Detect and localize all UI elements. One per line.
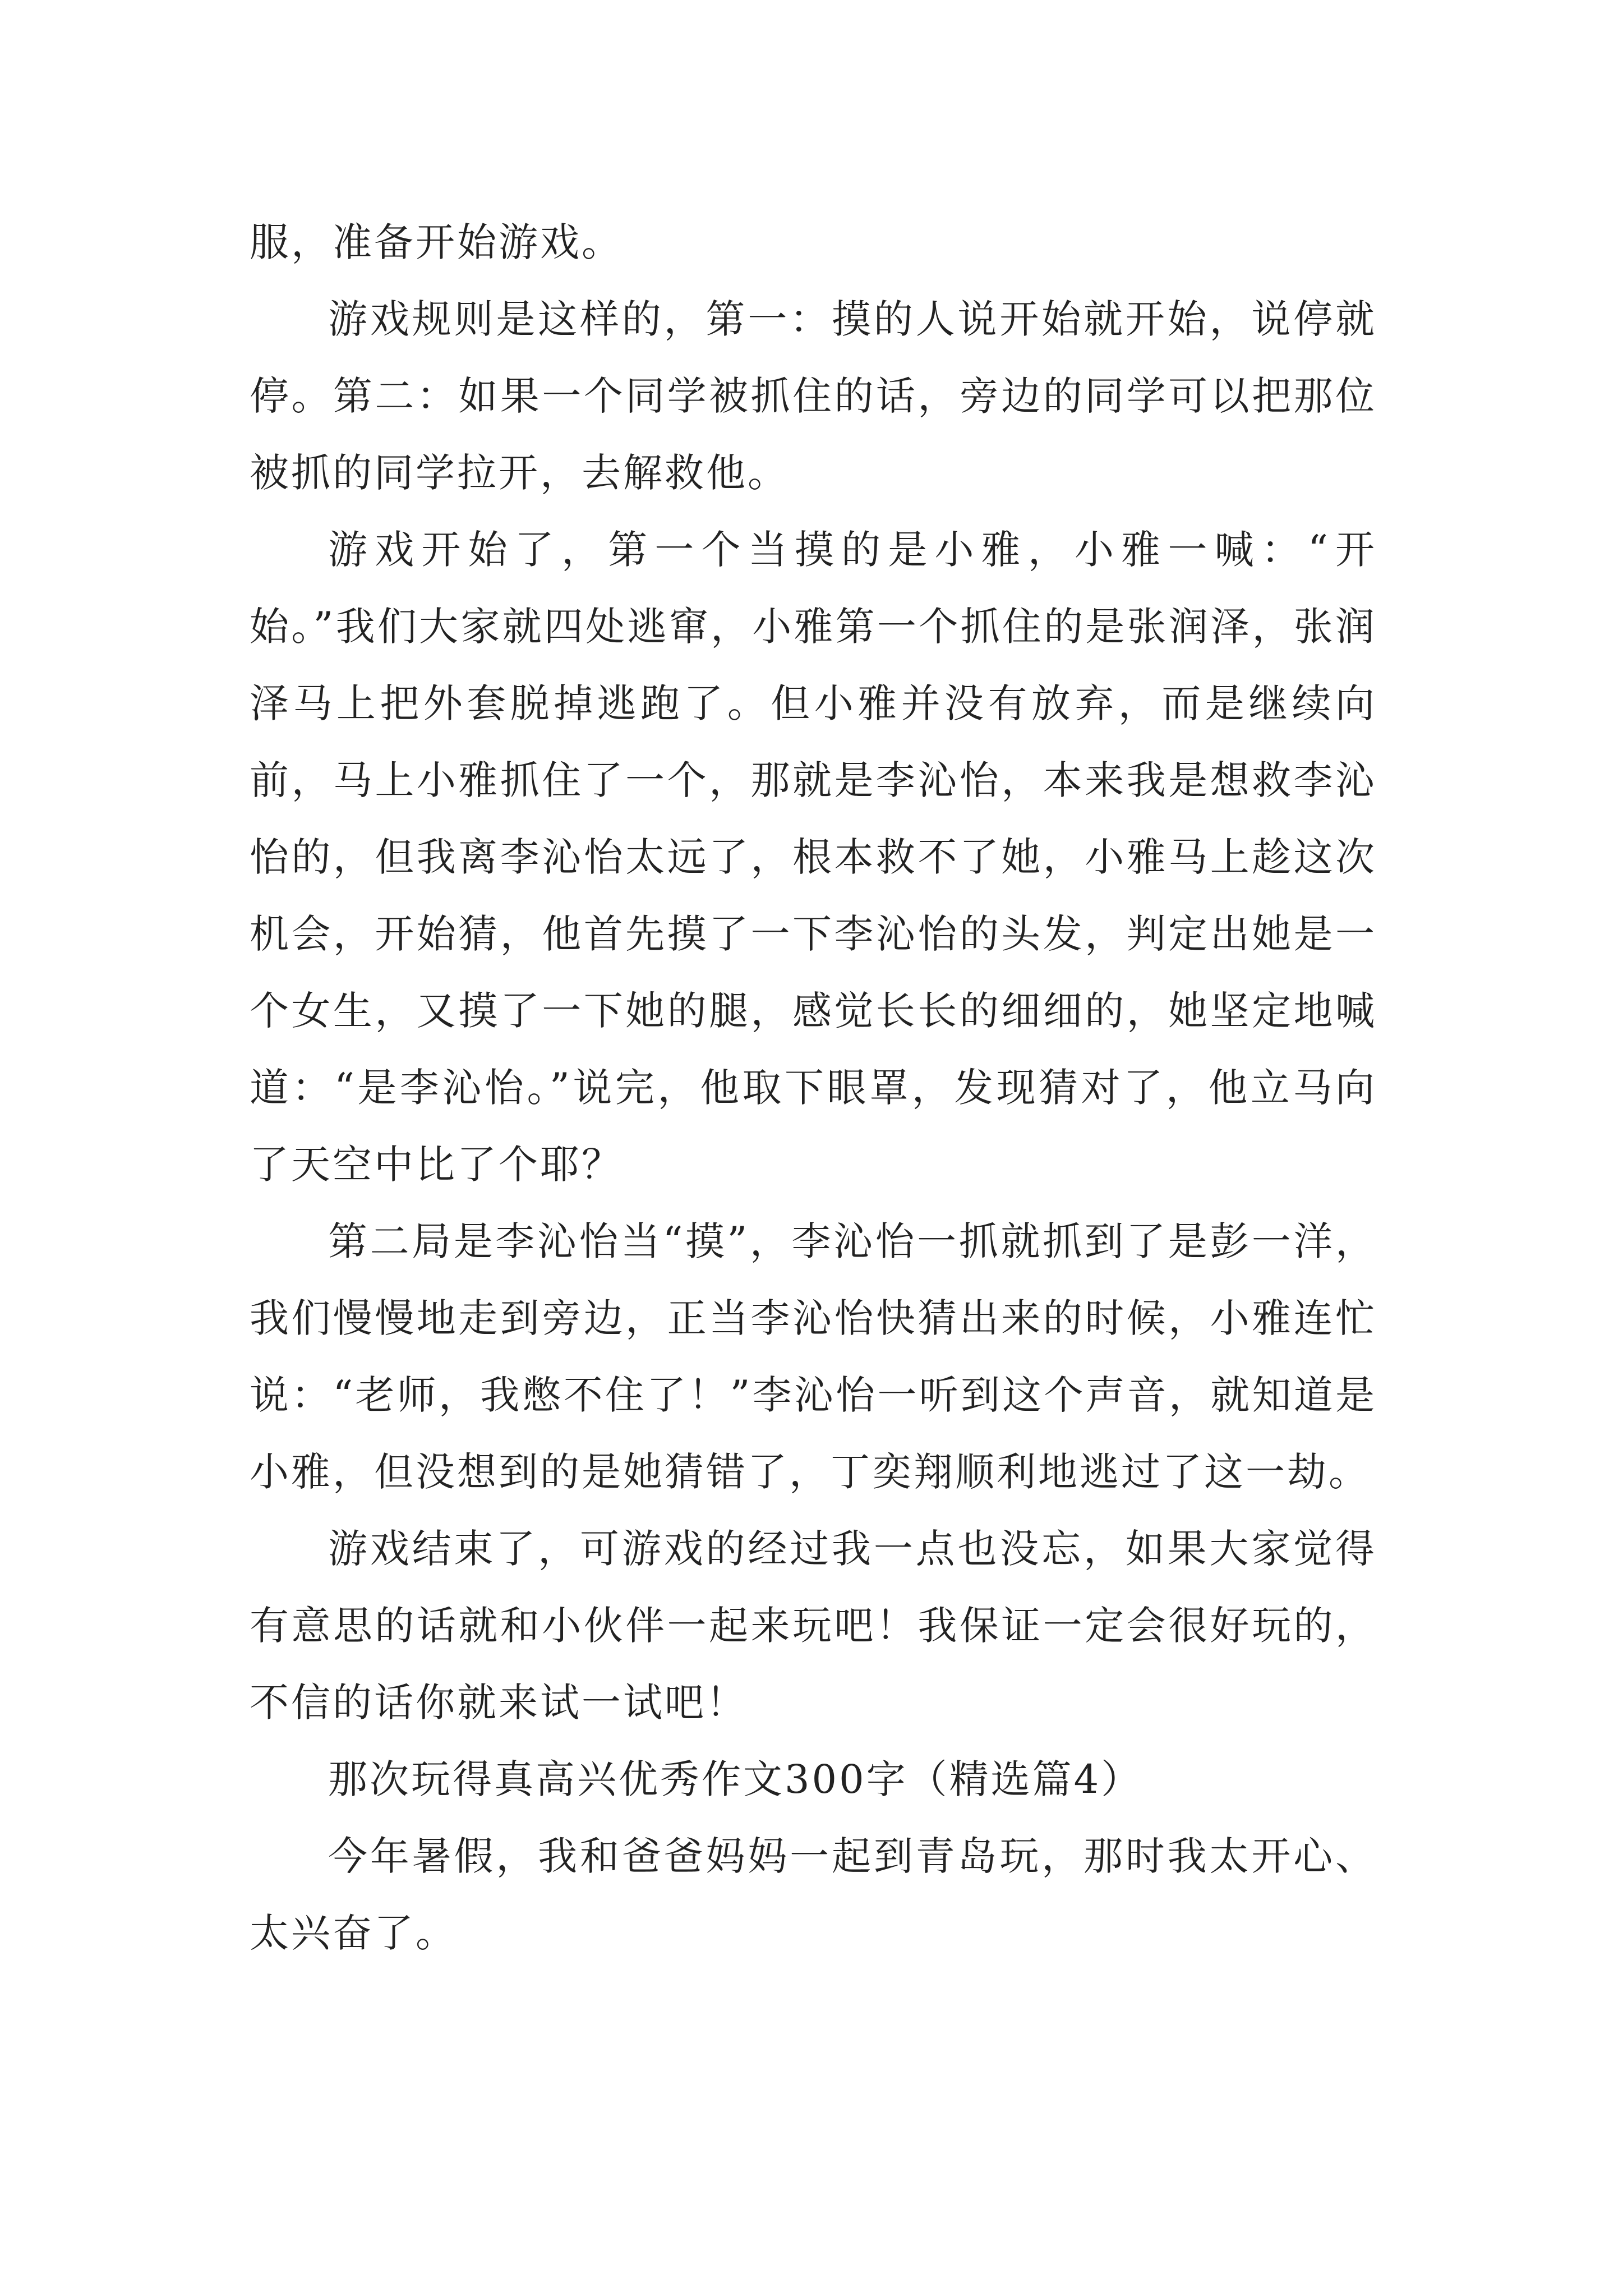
essay-body [250,204,1377,1972]
paragraph-summer-trip: 今年暑假，我和爸爸妈妈一起到青岛玩，那时我太开心、太兴奋了。 [250,1833,1377,1956]
paragraph-game-start: 游戏开始了，第一个当摸的是小雅，小雅一喊：“开始。”我们大家就四处逃窜，小雅第一个抓住的是张润泽，张润泽马上把外套脱掉逃跑了。但小雅并没有放弃，而是继续向前，马上小雅抓住了一个，那就是李沁怡，本来我是想救李沁怡的，但我离李沁怡太远了，根本救不了她，小雅马上趁这次机会，开始猜，他首先摸了一下李沁怡的头发，判定出她是一个女生，又摸了一下她的腿，感觉长长的细细的，她坚定地喊道：“是李沁怡。”说完，他取下眼罩，发现猜对了，他立马向了天空中比了个耶？ [250,527,1377,1188]
paragraph-game-rules: 游戏规则是这样的，第一：摸的人说开始就开始，说停就停。第二：如果一个同学被抓住的话，旁边的同学可以把那位被抓的同学拉开，去解救他。 [250,296,1377,496]
paragraph-continuation: 服，准备开始游戏。 [250,219,623,265]
section-heading: 那次玩得真高兴优秀作文300字（精选篇4） [328,1756,1143,1802]
paragraph-second-round: 第二局是李沁怡当“摸”，李沁怡一抓就抓到了是彭一洋，我们慢慢地走到旁边，正当李沁怡快猜出来的时候，小雅连忙说：“老师，我憋不住了！”李沁怡一听到这个声音，就知道是小雅，但没想到的是她猜错了，丁奕翔顺利地逃过了这一劫。 [250,1218,1377,1495]
paragraph-game-end: 游戏结束了，可游戏的经过我一点也没忘，如果大家觉得有意思的话就和小伙伴一起来玩吧！我保证一定会很好玩的，不信的话你就来试一试吧！ [250,1526,1377,1726]
